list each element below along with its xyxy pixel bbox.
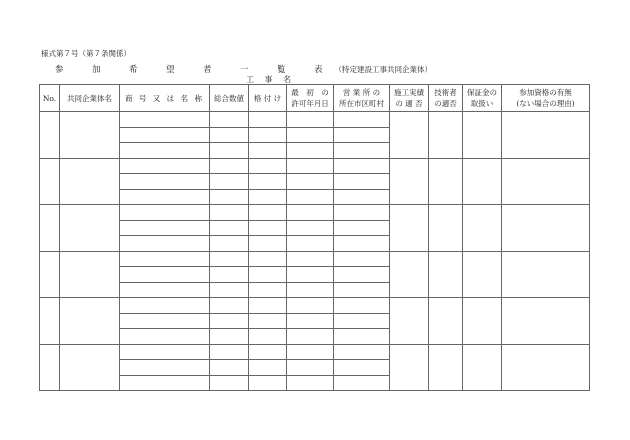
cell-company-name[interactable] — [120, 158, 210, 174]
cell-no[interactable] — [40, 112, 60, 159]
cell-company-name[interactable] — [120, 282, 210, 298]
cell-company-name[interactable] — [120, 375, 210, 391]
cell-eligibility[interactable] — [502, 158, 590, 205]
cell-total-score[interactable] — [210, 251, 249, 267]
cell-company-name[interactable] — [120, 329, 210, 345]
cell-company-name[interactable] — [120, 143, 210, 159]
title-suffix: （特定建設工事共同企業体） — [334, 65, 433, 74]
cell-total-score[interactable] — [210, 112, 249, 128]
cell-deposit[interactable] — [463, 112, 502, 159]
table-row — [40, 112, 590, 128]
cell-rating[interactable] — [249, 220, 287, 236]
header-construction-record: 施工実績 の 適 否 — [390, 85, 429, 112]
header-row — [40, 85, 590, 112]
cell-jv-name[interactable] — [60, 251, 120, 298]
cell-company-name[interactable] — [120, 189, 210, 205]
cell-jv-name[interactable] — [60, 158, 120, 205]
cell-company-name[interactable] — [120, 344, 210, 360]
cell-deposit[interactable] — [463, 344, 502, 391]
cell-engineer[interactable] — [429, 158, 463, 205]
cell-deposit[interactable] — [463, 298, 502, 345]
header-company-name: 商 号 又 は 名 称 — [120, 85, 210, 112]
cell-company-name[interactable] — [120, 251, 210, 267]
header-no: No. — [40, 85, 60, 112]
cell-office-location[interactable] — [334, 267, 390, 283]
cell-total-score[interactable] — [210, 375, 249, 391]
cell-first-permit-date[interactable] — [287, 127, 334, 143]
header-first-permit-date: 最 初 の 許可年月日 — [287, 85, 334, 112]
cell-rating[interactable] — [249, 251, 287, 267]
cell-engineer[interactable] — [429, 112, 463, 159]
cell-rating[interactable] — [249, 189, 287, 205]
cell-construction-record[interactable] — [390, 344, 429, 391]
cell-company-name[interactable] — [120, 127, 210, 143]
cell-no[interactable] — [40, 298, 60, 345]
cell-office-location[interactable] — [334, 112, 390, 128]
cell-company-name[interactable] — [120, 267, 210, 283]
cell-first-permit-date[interactable] — [287, 251, 334, 267]
cell-total-score[interactable] — [210, 143, 249, 159]
cell-first-permit-date[interactable] — [287, 375, 334, 391]
cell-construction-record[interactable] — [390, 158, 429, 205]
cell-jv-name[interactable] — [60, 298, 120, 345]
cell-rating[interactable] — [249, 298, 287, 314]
cell-office-location[interactable] — [334, 282, 390, 298]
cell-first-permit-date[interactable] — [287, 189, 334, 205]
cell-engineer[interactable] — [429, 298, 463, 345]
cell-engineer[interactable] — [429, 344, 463, 391]
cell-office-location[interactable] — [334, 205, 390, 221]
cell-total-score[interactable] — [210, 344, 249, 360]
cell-rating[interactable] — [249, 360, 287, 376]
cell-first-permit-date[interactable] — [287, 158, 334, 174]
cell-jv-name[interactable] — [60, 112, 120, 159]
cell-total-score[interactable] — [210, 205, 249, 221]
form-label: 様式第７号（第７条関係） — [41, 49, 131, 58]
cell-total-score[interactable] — [210, 360, 249, 376]
cell-jv-name[interactable] — [60, 344, 120, 391]
cell-total-score[interactable] — [210, 127, 249, 143]
cell-office-location[interactable] — [334, 360, 390, 376]
cell-engineer[interactable] — [429, 205, 463, 252]
cell-office-location[interactable] — [334, 158, 390, 174]
participant-table — [39, 84, 590, 391]
cell-first-permit-date[interactable] — [287, 360, 334, 376]
header-rating: 格 付 け — [249, 85, 287, 112]
cell-total-score[interactable] — [210, 236, 249, 252]
cell-first-permit-date[interactable] — [287, 282, 334, 298]
cell-office-location[interactable] — [334, 251, 390, 267]
cell-office-location[interactable] — [334, 375, 390, 391]
cell-total-score[interactable] — [210, 267, 249, 283]
cell-office-location[interactable] — [334, 220, 390, 236]
cell-construction-record[interactable] — [390, 205, 429, 252]
cell-eligibility[interactable] — [502, 298, 590, 345]
cell-rating[interactable] — [249, 112, 287, 128]
cell-office-location[interactable] — [334, 174, 390, 190]
cell-rating[interactable] — [249, 127, 287, 143]
table-row — [40, 158, 590, 174]
cell-first-permit-date[interactable] — [287, 298, 334, 314]
cell-first-permit-date[interactable] — [287, 236, 334, 252]
cell-eligibility[interactable] — [502, 251, 590, 298]
cell-rating[interactable] — [249, 313, 287, 329]
cell-first-permit-date[interactable] — [287, 174, 334, 190]
cell-rating[interactable] — [249, 174, 287, 190]
cell-office-location[interactable] — [334, 329, 390, 345]
cell-rating[interactable] — [249, 344, 287, 360]
cell-first-permit-date[interactable] — [287, 205, 334, 221]
cell-company-name[interactable] — [120, 205, 210, 221]
header-jv-name: 共同企業体名 — [60, 85, 120, 112]
cell-office-location[interactable] — [334, 344, 390, 360]
cell-first-permit-date[interactable] — [287, 267, 334, 283]
cell-first-permit-date[interactable] — [287, 220, 334, 236]
cell-total-score[interactable] — [210, 158, 249, 174]
cell-total-score[interactable] — [210, 174, 249, 190]
cell-total-score[interactable] — [210, 189, 249, 205]
cell-office-location[interactable] — [334, 127, 390, 143]
header-total-score: 総合数値 — [210, 85, 249, 112]
cell-deposit[interactable] — [463, 158, 502, 205]
cell-no[interactable] — [40, 158, 60, 205]
table-row — [40, 344, 590, 360]
cell-rating[interactable] — [249, 158, 287, 174]
title-main: 参 加 希 望 者 一 覧 表 — [55, 65, 333, 75]
cell-company-name[interactable] — [120, 236, 210, 252]
header-deposit: 保証金の 取扱い — [463, 85, 502, 112]
cell-rating[interactable] — [249, 205, 287, 221]
cell-rating[interactable] — [249, 329, 287, 345]
cell-total-score[interactable] — [210, 220, 249, 236]
cell-office-location[interactable] — [334, 189, 390, 205]
table-row — [40, 205, 590, 221]
cell-first-permit-date[interactable] — [287, 344, 334, 360]
cell-total-score[interactable] — [210, 329, 249, 345]
cell-office-location[interactable] — [334, 236, 390, 252]
header-office-location: 営 業 所 の 所在市区町村 — [334, 85, 390, 112]
cell-total-score[interactable] — [210, 282, 249, 298]
cell-company-name[interactable] — [120, 112, 210, 128]
cell-eligibility[interactable] — [502, 205, 590, 252]
cell-first-permit-date[interactable] — [287, 329, 334, 345]
cell-rating[interactable] — [249, 282, 287, 298]
table-row — [40, 298, 590, 314]
cell-company-name[interactable] — [120, 360, 210, 376]
cell-total-score[interactable] — [210, 313, 249, 329]
cell-construction-record[interactable] — [390, 298, 429, 345]
cell-no[interactable] — [40, 251, 60, 298]
cell-office-location[interactable] — [334, 298, 390, 314]
table-body — [40, 112, 590, 391]
cell-company-name[interactable] — [120, 313, 210, 329]
cell-first-permit-date[interactable] — [287, 313, 334, 329]
cell-rating[interactable] — [249, 143, 287, 159]
cell-deposit[interactable] — [463, 251, 502, 298]
cell-office-location[interactable] — [334, 143, 390, 159]
cell-rating[interactable] — [249, 236, 287, 252]
cell-no[interactable] — [40, 205, 60, 252]
cell-eligibility[interactable] — [502, 344, 590, 391]
cell-eligibility[interactable] — [502, 112, 590, 159]
cell-company-name[interactable] — [120, 220, 210, 236]
cell-rating[interactable] — [249, 375, 287, 391]
cell-jv-name[interactable] — [60, 205, 120, 252]
cell-first-permit-date[interactable] — [287, 143, 334, 159]
header-engineer: 技術者 の適否 — [429, 85, 463, 112]
cell-office-location[interactable] — [334, 313, 390, 329]
cell-engineer[interactable] — [429, 251, 463, 298]
cell-first-permit-date[interactable] — [287, 112, 334, 128]
cell-company-name[interactable] — [120, 298, 210, 314]
cell-rating[interactable] — [249, 267, 287, 283]
cell-no[interactable] — [40, 344, 60, 391]
cell-construction-record[interactable] — [390, 112, 429, 159]
work-name-label: 工 事 名 — [246, 75, 296, 84]
cell-deposit[interactable] — [463, 205, 502, 252]
table-row — [40, 251, 590, 267]
cell-total-score[interactable] — [210, 298, 249, 314]
header-eligibility: 参加資格の有無 (ない場合の理由) — [502, 85, 590, 112]
cell-company-name[interactable] — [120, 174, 210, 190]
cell-construction-record[interactable] — [390, 251, 429, 298]
